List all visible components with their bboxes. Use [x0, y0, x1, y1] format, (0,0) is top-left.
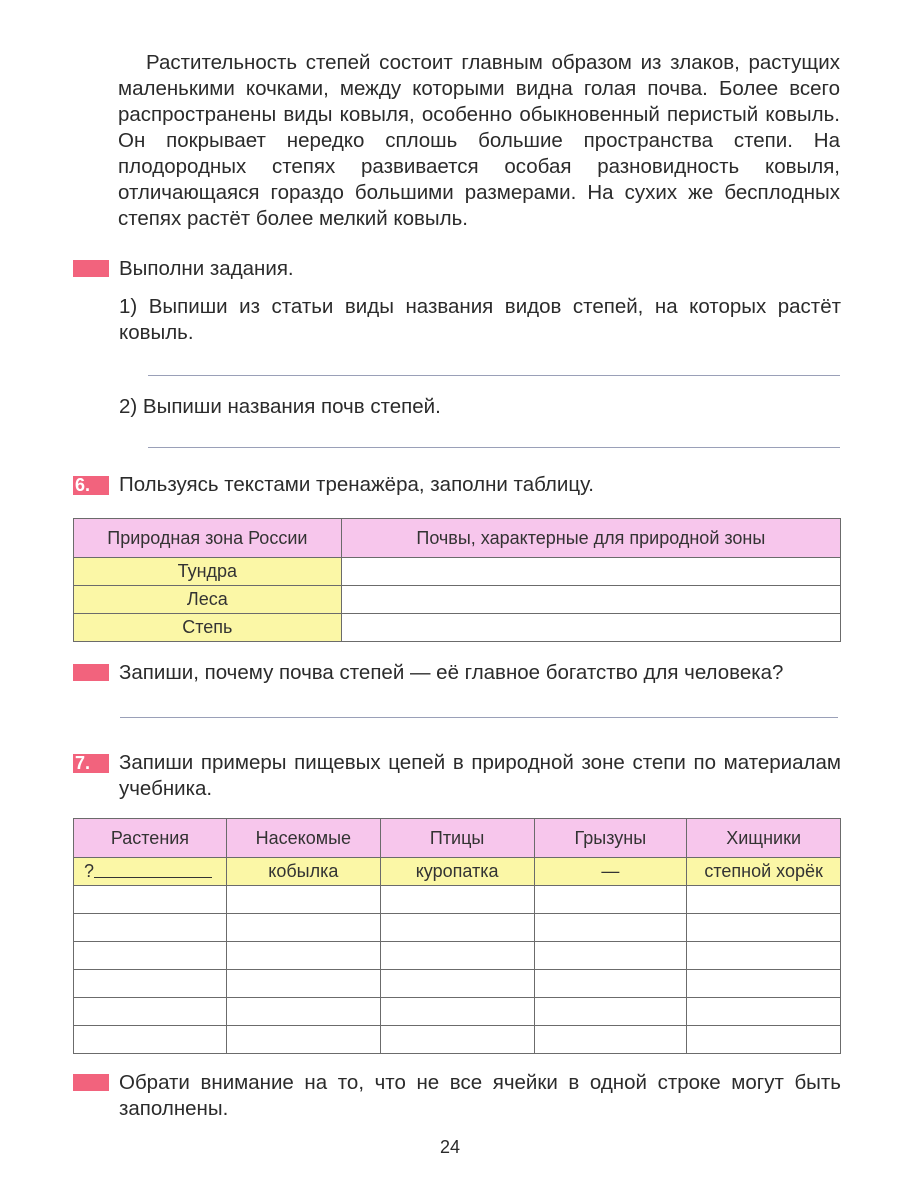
- table-cell[interactable]: [74, 914, 227, 942]
- answer-line-1[interactable]: [148, 375, 840, 376]
- table-row: [74, 614, 841, 642]
- table-cell[interactable]: [534, 942, 687, 970]
- example-rodent-cell: —: [534, 858, 687, 886]
- zones-table-header: [74, 519, 841, 558]
- table-cell[interactable]: [687, 1026, 841, 1054]
- example-insect-cell: кобылка: [226, 858, 380, 886]
- table-cell[interactable]: [380, 970, 534, 998]
- table-cell[interactable]: [226, 914, 380, 942]
- task-7: [73, 750, 841, 802]
- example-plant-blank[interactable]: [94, 877, 212, 878]
- task-a-item1-text: 1) Выпиши из статьи виды названия видов степей, на которых растёт ковыль.: [119, 295, 841, 344]
- zones-header-soils: Почвы, характерные для природной зоны: [341, 519, 840, 558]
- task-b-text: Запиши, почему почва степей — её главное богатство для человека?: [119, 661, 784, 684]
- zone-cell: Леса: [74, 586, 342, 614]
- table-cell[interactable]: [534, 970, 687, 998]
- zones-table: [73, 518, 841, 642]
- table-cell[interactable]: [687, 942, 841, 970]
- table-cell[interactable]: [74, 970, 227, 998]
- task-6: [73, 472, 841, 498]
- soil-input-cell[interactable]: [341, 558, 840, 586]
- task-6-text: Пользуясь текстами тренажёра, заполни таблицу.: [119, 473, 594, 496]
- table-cell[interactable]: [74, 942, 227, 970]
- table-cell[interactable]: [534, 998, 687, 1026]
- header-predators: Хищники: [687, 819, 841, 858]
- table-cell[interactable]: [226, 1026, 380, 1054]
- table-cell[interactable]: [380, 998, 534, 1026]
- table-cell[interactable]: [380, 886, 534, 914]
- table-cell[interactable]: [380, 1026, 534, 1054]
- task-a-item2-text: 2) Выпиши названия почв степей.: [119, 395, 441, 418]
- example-plant-cell[interactable]: [74, 858, 227, 886]
- table-cell[interactable]: [226, 998, 380, 1026]
- table-row: [74, 558, 841, 586]
- table-cell[interactable]: [226, 970, 380, 998]
- food-chain-table: [73, 818, 841, 1054]
- header-rodents: Грызуны: [534, 819, 687, 858]
- table-row: [74, 886, 841, 914]
- task-marker: [73, 1074, 109, 1091]
- soil-input-cell[interactable]: [341, 614, 840, 642]
- table-cell[interactable]: [687, 886, 841, 914]
- example-bird-cell: куропатка: [380, 858, 534, 886]
- table-cell[interactable]: [687, 970, 841, 998]
- task-b: [73, 660, 841, 686]
- header-insects: Насекомые: [226, 819, 380, 858]
- table-cell[interactable]: [74, 998, 227, 1026]
- table-row: [74, 914, 841, 942]
- table-cell[interactable]: [534, 886, 687, 914]
- example-predator-cell: степной хорёк: [687, 858, 841, 886]
- table-cell[interactable]: [534, 914, 687, 942]
- table-row: [74, 998, 841, 1026]
- table-row: [74, 942, 841, 970]
- soil-input-cell[interactable]: [341, 586, 840, 614]
- table-cell[interactable]: [380, 914, 534, 942]
- table-row: [74, 970, 841, 998]
- task-6-number: 6.: [73, 476, 109, 495]
- answer-line-2[interactable]: [148, 447, 840, 448]
- table-cell[interactable]: [687, 998, 841, 1026]
- note-text: Обрати внимание на то, что не все ячейки в одной строке могут быть заполнены.: [119, 1071, 841, 1120]
- task-7-number: 7.: [73, 754, 109, 773]
- table-cell[interactable]: [380, 942, 534, 970]
- table-row: [74, 1026, 841, 1054]
- table-cell[interactable]: [226, 942, 380, 970]
- task-a: [73, 256, 841, 282]
- page-number: 24: [439, 1137, 461, 1157]
- table-cell[interactable]: [74, 886, 227, 914]
- header-birds: Птицы: [380, 819, 534, 858]
- task-marker: [73, 260, 109, 277]
- note: [73, 1070, 841, 1122]
- task-a-item2: [73, 394, 841, 420]
- intro-text: Растительность степей состоит главным образом из злаков, растущих маленькими кочками, между которыми видна голая почва. Более всего распространены виды ковыля, особенно обыкновенный перистый ковыль. Он покрывает нередко сплошь большие пространства степи. На плодородных степях развивается особая разновидность ковыля, отличающаяся гораздо большими размерами. На сухих же бесплодных степях растёт более мелкий ковыль.: [118, 51, 840, 230]
- task-a-title: Выполни задания.: [119, 257, 294, 280]
- food-chain-header: [74, 819, 841, 858]
- table-cell[interactable]: [74, 1026, 227, 1054]
- header-plants: Растения: [74, 819, 227, 858]
- task-7-text: Запиши примеры пищевых цепей в природной зоне степи по материалам учебника.: [119, 751, 841, 800]
- table-cell[interactable]: [534, 1026, 687, 1054]
- task-marker: [73, 664, 109, 681]
- example-row: [74, 858, 841, 886]
- table-row: [74, 586, 841, 614]
- example-plant-mark: ?: [84, 861, 95, 881]
- answer-line-3[interactable]: [120, 717, 838, 718]
- task-a-item1: [73, 294, 841, 346]
- table-cell[interactable]: [226, 886, 380, 914]
- table-cell[interactable]: [687, 914, 841, 942]
- zone-cell: Степь: [74, 614, 342, 642]
- zone-cell: Тундра: [74, 558, 342, 586]
- zones-header-zone: Природная зона России: [74, 519, 342, 558]
- intro-paragraph: [118, 50, 840, 232]
